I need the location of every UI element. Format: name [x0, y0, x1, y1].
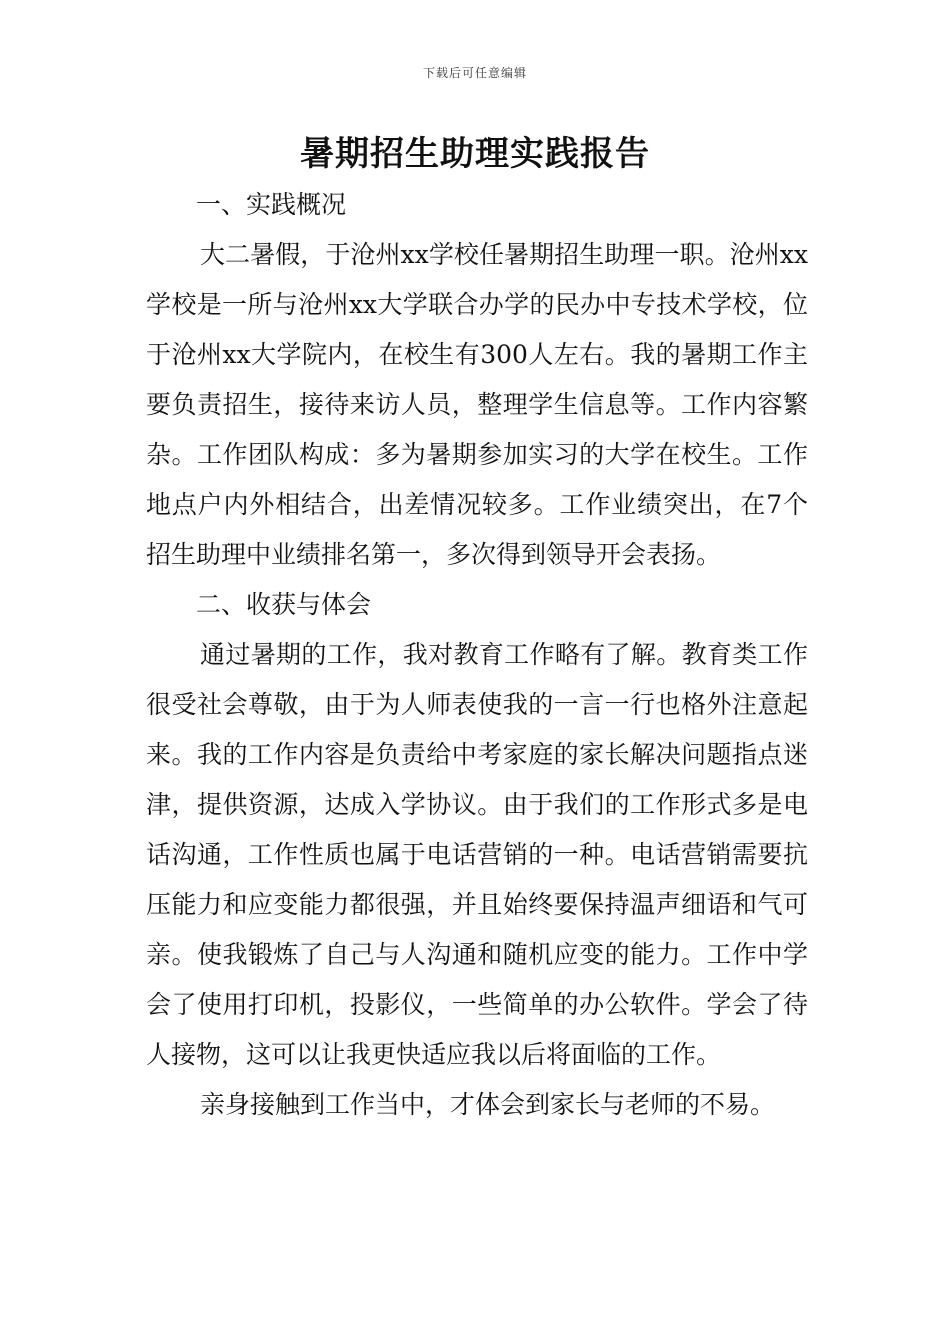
paragraph-overview: 大二暑假，于沧州xx学校任暑期招生助理一职。沧州xx学校是一所与沧州xx大学联合办学的民办中专技术学校，位于沧州xx大学院内，在校生有300人左右。我的暑期工作主要负责招生，接待来访人员，整理学生信息等。工作内容繁杂。工作团队构成：多为暑期参加实习的大学在校生。工作地点户内外相结合，出差情况较多。工作业绩突出，在7个招生助理中业绩排名第一，多次得到领导开会表扬。 — [146, 240, 808, 569]
paragraph-gains: 通过暑期的工作，我对教育工作略有了解。教育类工作很受社会尊敬，由于为人师表使我的一言一行也格外注意起来。我的工作内容是负责给中考家庭的家长解决问题指点迷津，提供资源，达成入学协议。由于我们的工作形式多是电话沟通，工作性质也属于电话营销的一种。电话营销需要抗压能力和应变能力都很强，并且始终要保持温声细语和气可亲。使我锻炼了自己与人沟通和随机应变的能力。工作中学会了使用打印机，投影仪，一些简单的办公软件。学会了待人接物，这可以让我更快适应我以后将面临的工作。 — [146, 640, 808, 1069]
header-note: 下载后可任意编辑 — [422, 66, 527, 80]
paragraph-gains-continued: 亲身接触到工作当中，才体会到家长与老师的不易。 — [200, 1090, 776, 1119]
section-heading-gains: 二、收获与体会 — [196, 590, 372, 619]
document-body — [146, 180, 808, 1130]
document-title: 暑期招生助理实践报告 — [300, 134, 650, 174]
section-heading-overview: 一、实践概况 — [196, 190, 347, 219]
